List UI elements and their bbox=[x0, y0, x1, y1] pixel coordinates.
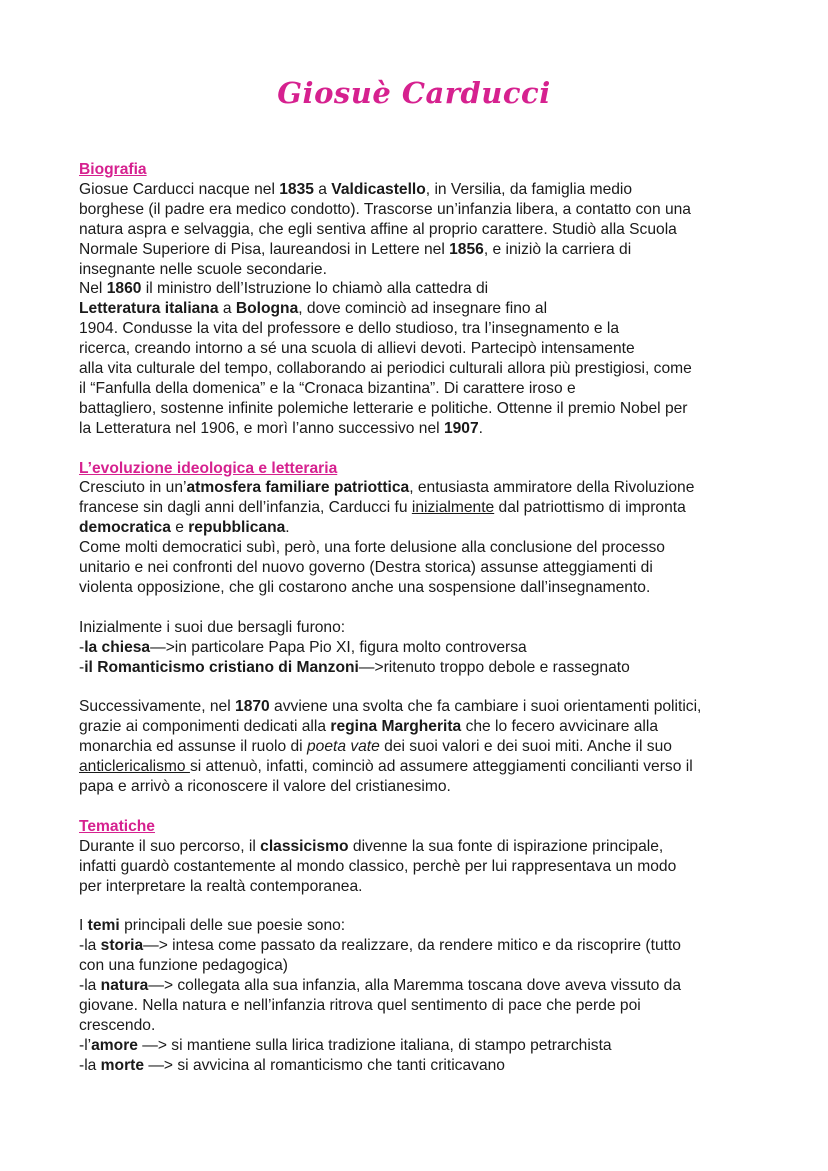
document-body bbox=[79, 160, 759, 1076]
text-line: francese sin dagli anni dell’infanzia, Carducci fu inizialmente dal patriottismo di impronta bbox=[79, 499, 686, 517]
text-line: insegnante nelle scuole secondarie. bbox=[79, 260, 327, 278]
text-line: Durante il suo percorso, il classicismo divenne la sua fonte di ispirazione principale, bbox=[79, 837, 664, 855]
text-line: -la natura—> collegata alla sua infanzia, alla Maremma toscana dove aveva vissuto da bbox=[79, 977, 681, 995]
text-line: -l’amore —> si mantiene sulla lirica tradizione italiana, di stampo petrarchista bbox=[79, 1036, 612, 1054]
text-line: la Letteratura nel 1906, e morì l’anno successivo nel 1907. bbox=[79, 419, 483, 437]
text-line: grazie ai componimenti dedicati alla regina Margherita che lo fecero avvicinare alla bbox=[79, 718, 658, 736]
paragraph-biografia bbox=[79, 180, 759, 439]
text-line: ricerca, creando intorno a sé una scuola di allievi devoti. Partecipò intensamente bbox=[79, 340, 635, 358]
text-line: 1904. Condusse la vita del professore e dello studioso, tra l’insegnamento e la bbox=[79, 320, 620, 338]
text-line: I temi principali delle sue poesie sono: bbox=[79, 917, 346, 935]
list-bersagli bbox=[79, 618, 759, 678]
text-line: giovane. Nella natura e nell’infanzia ritrova quel sentimento di pace che perde poi bbox=[79, 996, 641, 1014]
list-temi bbox=[79, 916, 759, 1075]
text-line: Nel 1860 il ministro dell’Istruzione lo chiamò alla cattedra di bbox=[79, 280, 489, 298]
text-line: Inizialmente i suoi due bersagli furono: bbox=[79, 618, 346, 636]
text-line: Come molti democratici subì, però, una forte delusione alla conclusione del processo bbox=[79, 539, 665, 557]
text-line: Cresciuto in un’atmosfera familiare patriottica, entusiasta ammiratore della Rivoluzione bbox=[79, 479, 695, 497]
text-line: -la chiesa—>in particolare Papa Pio XI, figura molto controversa bbox=[79, 638, 527, 656]
page-title: Giosuè Carducci bbox=[277, 76, 551, 110]
text-line: Giosue Carducci nacque nel 1835 a Valdicastello, in Versilia, da famiglia medio bbox=[79, 180, 633, 198]
text-line: unitario e nei confronti del nuovo governo (Destra storica) assunse atteggiamenti di bbox=[79, 559, 653, 577]
text-line: per interpretare la realtà contemporanea. bbox=[79, 877, 363, 895]
text-line: -il Romanticismo cristiano di Manzoni—>ritenuto troppo debole e rassegnato bbox=[79, 658, 630, 676]
text-line: monarchia ed assunse il ruolo di poeta vate dei suoi valori e dei suoi miti. Anche il suo bbox=[79, 738, 672, 756]
text-line: -la morte —> si avvicina al romanticismo che tanti criticavano bbox=[79, 1056, 505, 1074]
text-line: anticlericalismo si attenuò, infatti, cominciò ad assumere atteggiamenti concilianti verso il bbox=[79, 758, 693, 776]
text-line: natura aspra e selvaggia, che egli sentiva affine al proprio carattere. Studiò alla Scuola bbox=[79, 220, 677, 238]
text-line: battagliero, sostenne infinite polemiche letterarie e politiche. Ottenne il premio Nobel per bbox=[79, 399, 688, 417]
text-line: democratica e repubblicana. bbox=[79, 519, 290, 537]
text-line: il “Fanfulla della domenica” e la “Cronaca bizantina”. Di carattere iroso e bbox=[79, 379, 576, 397]
section-heading-evoluzione: L’evoluzione ideologica e letteraria bbox=[79, 459, 338, 477]
paragraph-tematiche bbox=[79, 837, 759, 897]
paragraph-evoluzione bbox=[79, 478, 759, 597]
text-line: violenta opposizione, che gli costarono anche una sospensione dall’insegnamento. bbox=[79, 579, 651, 597]
section-heading-biografia: Biografia bbox=[79, 161, 147, 178]
text-line: -la storia—> intesa come passato da realizzare, da rendere mitico e da riscoprire (tutto bbox=[79, 937, 681, 955]
text-line: Successivamente, nel 1870 avviene una svolta che fa cambiare i suoi orientamenti politici, bbox=[79, 698, 702, 716]
text-line: papa e arrivò a riconoscere il valore del cristianesimo. bbox=[79, 778, 451, 796]
text-line: con una funzione pedagogica) bbox=[79, 957, 288, 975]
text-line: Letteratura italiana a Bologna, dove cominciò ad insegnare fino al bbox=[79, 300, 548, 318]
section-heading-tematiche: Tematiche bbox=[79, 817, 155, 835]
text-line: crescendo. bbox=[79, 1016, 156, 1034]
text-line: Normale Superiore di Pisa, laureandosi in Lettere nel 1856, e iniziò la carriera di bbox=[79, 240, 632, 258]
paragraph-svolta bbox=[79, 697, 759, 797]
text-line: infatti guardò costantemente al mondo classico, perchè per lui rappresentava un modo bbox=[79, 857, 677, 875]
text-line: borghese (il padre era medico condotto). Trascorse un’infanzia libera, a contatto con una bbox=[79, 200, 691, 218]
text-line: alla vita culturale del tempo, collaborando ai periodici culturali allora più prestigiosi, come bbox=[79, 360, 692, 378]
